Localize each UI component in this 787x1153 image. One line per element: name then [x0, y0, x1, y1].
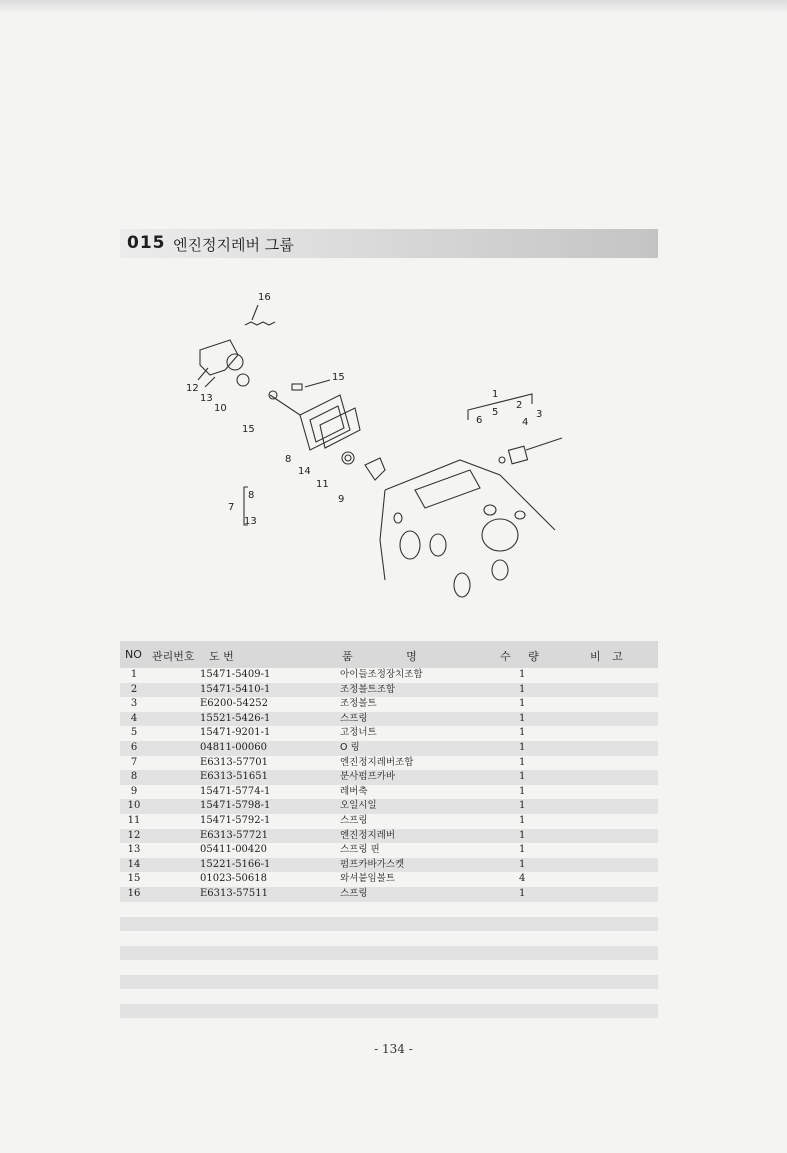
header-drawing: 도 번 — [209, 650, 234, 663]
cell-name: O 링 — [340, 741, 360, 753]
cell-qty: 1 — [519, 683, 526, 695]
table-row — [120, 668, 658, 683]
section-number: 015 — [127, 233, 166, 253]
callout-14: 14 — [298, 466, 311, 477]
header-mgmt: 관리번호 — [152, 650, 195, 663]
callout-5: 5 — [492, 407, 499, 418]
cell-name: 조정볼트조합 — [340, 683, 396, 695]
table-row — [120, 843, 658, 858]
cell-qty: 1 — [519, 698, 526, 710]
cell-qty: 1 — [519, 887, 526, 899]
cell-no: 7 — [130, 756, 138, 768]
cell-code: E6200-54252 — [200, 698, 268, 710]
cell-no: 6 — [130, 741, 138, 753]
cell-no: 8 — [130, 771, 138, 783]
callout-15a: 15 — [332, 372, 345, 383]
cell-name: 스프링 — [340, 712, 368, 724]
exploded-parts-diagram — [170, 280, 570, 620]
cell-qty: 1 — [519, 785, 526, 797]
cell-name: 아이들조정장치조합 — [340, 669, 423, 680]
cell-name: 엔진정지레버조합 — [340, 756, 414, 768]
table-row — [120, 712, 658, 727]
page-number: - 134 - — [374, 1042, 413, 1056]
cell-name: 스프링 — [340, 887, 368, 899]
table-row — [120, 785, 658, 800]
table-row — [120, 887, 658, 902]
callout-13: 13 — [200, 393, 213, 404]
cell-no: 4 — [130, 712, 138, 724]
cell-qty: 1 — [519, 829, 526, 841]
table-row — [120, 799, 658, 814]
table-row — [120, 770, 658, 785]
section-header — [120, 229, 658, 258]
cell-code: 15471-5410-1 — [200, 683, 271, 695]
header-remarks: 비 고 — [590, 650, 623, 663]
cell-qty: 1 — [519, 844, 526, 856]
cell-code: E6313-57701 — [200, 756, 268, 768]
cell-no: 5 — [130, 727, 138, 739]
table-row — [120, 756, 658, 771]
cell-qty: 1 — [519, 727, 526, 739]
cell-no: 9 — [130, 785, 138, 797]
table-row — [120, 858, 658, 873]
cell-code: 04811-00060 — [200, 741, 268, 753]
empty-rows — [120, 917, 658, 1033]
cell-code: 15471-5409-1 — [200, 669, 271, 680]
cell-qty: 1 — [519, 771, 526, 783]
diagram-callouts — [186, 292, 542, 527]
cell-qty: 1 — [519, 712, 526, 724]
cell-code: 15471-5798-1 — [200, 800, 271, 812]
table-row — [120, 683, 658, 698]
cell-qty: 1 — [519, 756, 526, 768]
parts-table — [120, 641, 658, 902]
cell-code: 01023-50618 — [200, 873, 268, 885]
spring-16-shape — [245, 322, 275, 325]
cell-name: 레버축 — [340, 785, 368, 797]
table-row — [120, 829, 658, 844]
callout-9: 9 — [338, 494, 345, 505]
table-row — [120, 697, 658, 712]
cell-qty: 1 — [519, 814, 526, 826]
cell-qty: 4 — [519, 873, 526, 885]
cell-code: E6313-51651 — [200, 771, 268, 783]
table-row — [120, 726, 658, 741]
header-qty: 수 량 — [500, 650, 539, 663]
cell-name: 엔진정지레버 — [340, 829, 396, 841]
cell-no: 14 — [127, 858, 141, 870]
callout-8b: 8 — [248, 490, 255, 501]
cell-code: 05411-00420 — [200, 844, 268, 856]
callout-4: 4 — [522, 417, 529, 428]
callout-13b: 13 — [244, 516, 257, 527]
cell-qty: 1 — [519, 800, 526, 812]
cell-no: 16 — [127, 887, 141, 899]
cell-name: 스프링 — [340, 814, 368, 826]
cell-code: 15521-5426-1 — [200, 712, 271, 724]
cell-qty: 1 — [519, 669, 526, 680]
cell-qty: 1 — [519, 741, 526, 753]
cell-name: 스프링 핀 — [340, 844, 380, 856]
cell-name: 와셔붙임볼트 — [340, 873, 396, 885]
cell-code: 15471-5774-1 — [200, 785, 271, 797]
table-row — [120, 872, 658, 887]
lever-shaft-shape — [365, 458, 385, 480]
cell-name: 고정너트 — [340, 727, 377, 739]
callout-12: 12 — [186, 383, 199, 394]
header-name: 품 명 — [342, 650, 417, 663]
table-header — [120, 641, 658, 668]
cell-name: 오일시일 — [340, 800, 377, 812]
cell-no: 10 — [127, 800, 141, 812]
cell-code: 15471-9201-1 — [200, 727, 271, 739]
cell-no: 13 — [127, 844, 141, 856]
callout-6: 6 — [476, 415, 483, 426]
cell-no: 12 — [127, 829, 141, 841]
cell-no: 15 — [127, 873, 141, 885]
section-title: 엔진정지레버 그룹 — [173, 236, 294, 254]
table-body — [120, 668, 658, 902]
callout-1: 1 — [492, 389, 499, 400]
cell-no: 1 — [130, 669, 138, 680]
cell-code: E6313-57721 — [200, 829, 268, 841]
callout-10: 10 — [214, 403, 227, 414]
callout-15b: 15 — [242, 424, 255, 435]
callout-11: 11 — [316, 479, 329, 490]
callout-8: 8 — [285, 454, 292, 465]
callout-2: 2 — [516, 400, 523, 411]
callout-3: 3 — [536, 409, 543, 420]
cell-code: E6313-57511 — [200, 887, 268, 899]
cell-no: 11 — [127, 814, 141, 826]
callout-7: 7 — [228, 502, 235, 513]
cell-code: 15471-5792-1 — [200, 814, 271, 826]
header-no: NO — [125, 648, 142, 661]
callout-16: 16 — [258, 292, 271, 303]
cell-name: 펌프카바가스켓 — [340, 858, 405, 870]
table-row — [120, 814, 658, 829]
cell-code: 15221-5166-1 — [200, 858, 271, 870]
cell-no: 2 — [130, 683, 138, 695]
cell-no: 3 — [130, 698, 138, 710]
cell-name: 분사펌프카바 — [340, 771, 396, 783]
cell-qty: 1 — [519, 858, 526, 870]
cell-name: 조정볼트 — [340, 698, 377, 710]
table-row — [120, 741, 658, 756]
scan-edge — [0, 0, 787, 14]
